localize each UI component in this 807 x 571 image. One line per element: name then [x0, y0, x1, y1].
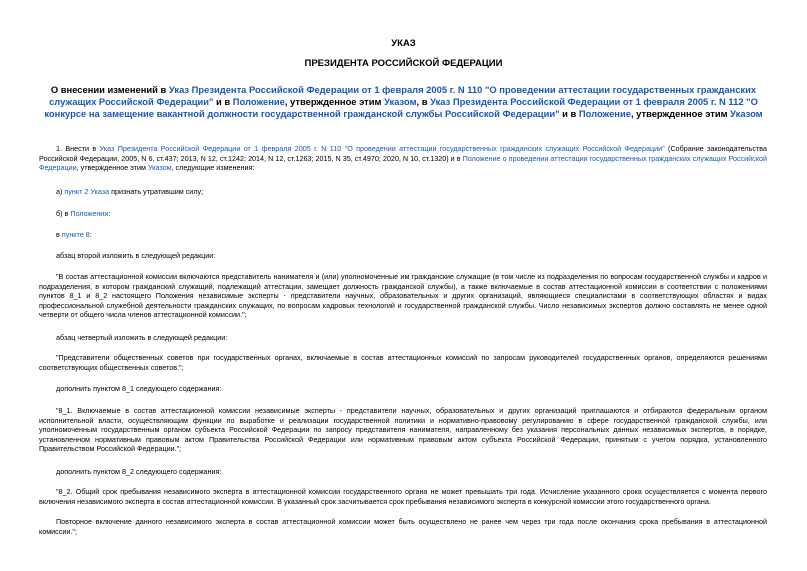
link-decree-110-short[interactable]: Указом [384, 96, 417, 107]
paragraph-new-abzac-4: "Представители общественных советов при государственных органах, включаемые в состав аттестационных комиссий по запросам руководителей государственных органов, определяются решениями соответствующих общественных советов."; [39, 353, 767, 372]
link-item-8[interactable]: пункте 8 [61, 230, 90, 239]
decree-heading: УКАЗ [391, 38, 416, 49]
link-item-2[interactable]: пункт 2 Указа [64, 187, 110, 196]
pb-text-1: б) в [56, 209, 71, 218]
link-regulation-110[interactable]: Положение [232, 96, 285, 107]
link-regulation-112[interactable]: Положение [578, 108, 631, 119]
link-decree-112-short[interactable]: Указом [730, 108, 763, 119]
paragraph-8-2-cont: Повторное включение данного независимого эксперта в состав аттестационной комиссии может быть осуществлено не ранее чем через три года после окончания срока пребывания в аттестационной комиссии."; [39, 517, 767, 536]
p1-text-4: , следующие изменения: [171, 163, 255, 173]
pa-text-1: а) [56, 187, 65, 196]
link-regulation-b[interactable]: Положении [70, 209, 109, 218]
paragraph-add-8-2: дополнить пунктом 8_2 следующего содержания: [56, 467, 222, 476]
p1-text-1: 1. Внести в [56, 144, 100, 153]
paragraph-item8 [56, 230, 767, 240]
paragraph-a [56, 187, 767, 197]
title-text-3: , утвержденное этим [284, 96, 385, 107]
link-decree-110-body[interactable]: Указ Президента Российской Федерации от 1 февраля 2005 г. N 110 "О проведении аттестации государственных гражданских служащих Российской Федерации" [99, 144, 665, 153]
paragraph-abzac-2: абзац второй изложить в следующей редакции: [56, 251, 216, 260]
title-text-1: О внесении изменений в [50, 84, 169, 95]
title-text-5: и в [559, 108, 579, 119]
p1-text-3: , утвержденное этим [76, 163, 148, 173]
pa-text-2: признать утратившим силу; [109, 187, 204, 196]
document-title [30, 84, 777, 120]
p8-text-1: в [56, 230, 62, 239]
link-ukaz-body[interactable]: Указом [147, 163, 172, 173]
title-text-4: , в [416, 96, 431, 107]
decree-subheading: ПРЕЗИДЕНТА РОССИЙСКОЙ ФЕДЕРАЦИИ [304, 58, 503, 69]
title-text-2: и в [213, 96, 233, 107]
link-decree-110[interactable]: Указ Президента Российской Федерации от 1 февраля 2005 г. N 110 "О проведении аттестации государственных гражданских служащих Российской Федерации" [49, 84, 757, 107]
title-text-6: , утвержденное этим [630, 108, 731, 119]
paragraph-8-1: "8_1. Включаемые в состав аттестационной комиссии независимые эксперты - представители научных, образовательных и других организаций приглашаются и отбираются федеральным органом исполнительной власти, осуществляющим функции по выработке и реализации государственной политики и нормативно-правовому регулированию в сфере государственной гражданской службы, или уполномоченным государственным органом субъекта Российской Федерации по запросу представителя нанимателя, направленному без указания персональных данных независимых экспертов, в порядке, установленном нормативным правовым актом Правительства Российской Федерации или нормативным правовым актом субъекта Российской Федерации, принятым с учетом порядка, установленного Правительством Российской Федерации."; [39, 406, 767, 454]
p1-text-2: (Собрание законодательства Российской Федерации, 2005, N 6, ст.437; 2013, N 12, ст.1242; 2014, N 12, ст.1263; 2015, N 35, ст.4970; 2020, N 10, ст.1320) и в [39, 144, 767, 163]
paragraph-b [56, 209, 767, 219]
paragraph-abzac-4: абзац четвертый изложить в следующей редакции: [56, 333, 228, 342]
paragraph-8-2: "8_2. Общий срок пребывания независимого эксперта в аттестационной комиссии государственного органа не может превышать три года. Исчисление указанного срока осуществляется с момента первого включения независимого эксперта в состав аттестационной комиссии. В указанный срок засчитывается срок пребывания независимого эксперта в конкурсной комиссии этого государственного органа. [39, 487, 767, 506]
link-decree-112[interactable]: Указ Президента Российской Федерации от 1 февраля 2005 г. N 112 "О конкурсе на замещение вакантной должности государственной гражданской службы Российской Федерации" [44, 96, 758, 119]
paragraph-1 [39, 144, 767, 173]
paragraph-add-8-1: дополнить пунктом 8_1 следующего содержания: [56, 384, 222, 393]
paragraph-new-abzac-2: "В состав аттестационной комиссии включаются представитель нанимателя и (или) уполномоченные им гражданские служащие (в том числе из подразделения по вопросам государственной службы и кадров и подразделения, в котором гражданский служащий, подлежащий аттестации, замещает должность гражданской службы), а также включаемые в состав аттестационной комиссии в соответствии с положениями пунктов 8_1 и 8_2 настоящего Положения независимые эксперты - представители научных, образовательных и других организаций, являющиеся специалистами в соответствующих областях и видах профессиональной служебной деятельности гражданских служащих, по вопросам кадровых технологий и государственной гражданской службы. Число независимых экспертов должно составлять не менее одной четверти от общего числа членов аттестационной комиссии."; [39, 272, 767, 320]
link-regulation-body[interactable]: Положение о проведении аттестации государственных гражданских служащих Российской Федерации [39, 153, 767, 173]
p8-text-2: : [89, 230, 92, 239]
pb-text-2: : [108, 209, 111, 218]
